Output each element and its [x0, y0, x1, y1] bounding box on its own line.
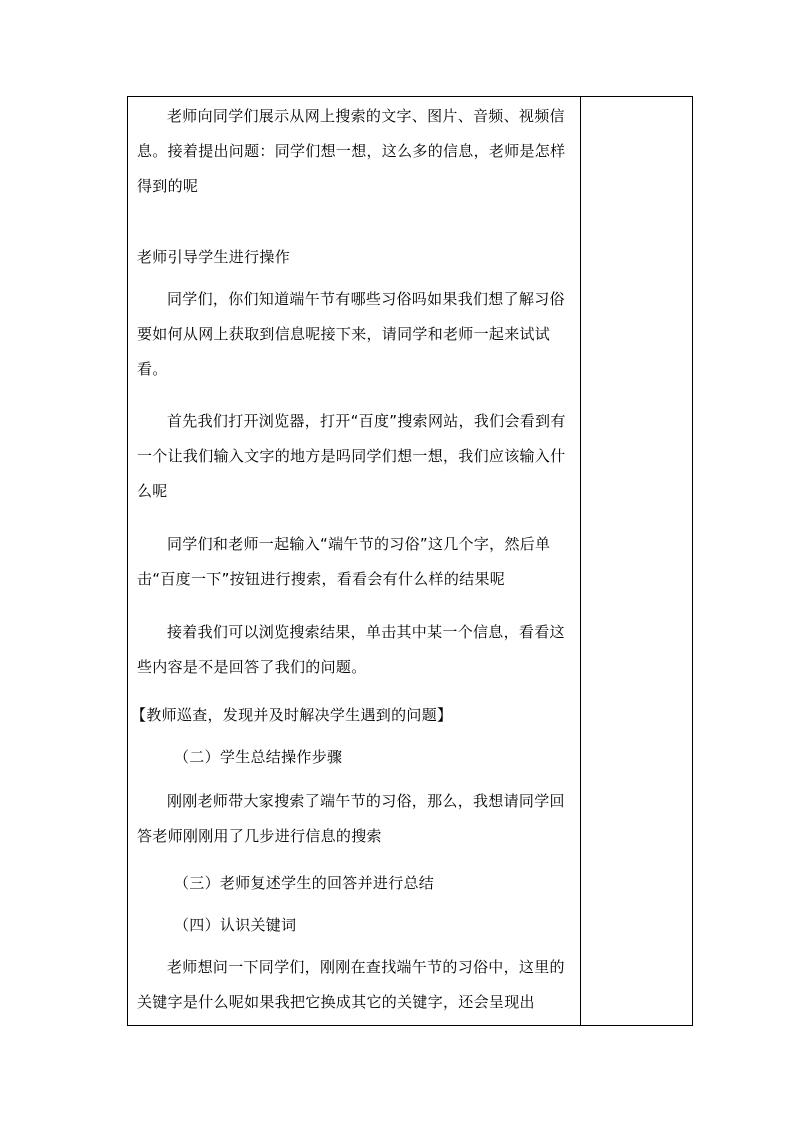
- heading-review: （三）老师复述学生的回答并进行总结: [174, 874, 435, 892]
- paragraph-question: 同学们，你们知道端午节有哪些习俗吗如果我们想了解习俗要如何从网上获取到信息呢接下来，请同学和老师一起来试试看。: [137, 290, 565, 378]
- heading-keywords: （四）认识关键词: [174, 916, 297, 934]
- paragraph-summary: 刚刚老师带大家搜索了端午节的习俗，那么，我想请同学回答老师刚刚用了几步进行信息的搜索: [137, 792, 565, 845]
- lesson-table: [127, 96, 693, 1026]
- paragraph-input: 同学们和老师一起输入“端午节的习俗”这几个字，然后单击“百度一下”按钮进行搜索，看看会有什么样的结果呢: [137, 535, 551, 588]
- paragraph-browser: 首先我们打开浏览器，打开“百度”搜索网站，我们会看到有一个让我们输入文字的地方是吗同学们想一想，我们应该输入什么呢: [137, 412, 566, 500]
- paragraph-keywords: 老师想问一下同学们，刚刚在查找端午节的习俗中，这里的关键字是什么呢如果我把它换成其它的关键字，还会呈现出: [137, 958, 565, 1011]
- paragraph-intro: 老师向同学们展示从网上搜索的文字、图片、音频、视频信息。接着提出问题：同学们想一想，这么多的信息，老师是怎样得到的呢: [137, 107, 566, 195]
- content-cell: [128, 97, 581, 1025]
- paragraph-inspect: 【教师巡查，发现并及时解决学生遇到的问题】: [131, 706, 453, 724]
- paragraph-browse: 接着我们可以浏览搜索结果，单击其中某一个信息，看看这些内容是不是回答了我们的问题。: [137, 623, 565, 676]
- heading-summary: （二）学生总结操作步骤: [174, 748, 343, 766]
- paragraph-guide: 老师引导学生进行操作: [137, 248, 291, 266]
- notes-cell: [581, 97, 692, 1025]
